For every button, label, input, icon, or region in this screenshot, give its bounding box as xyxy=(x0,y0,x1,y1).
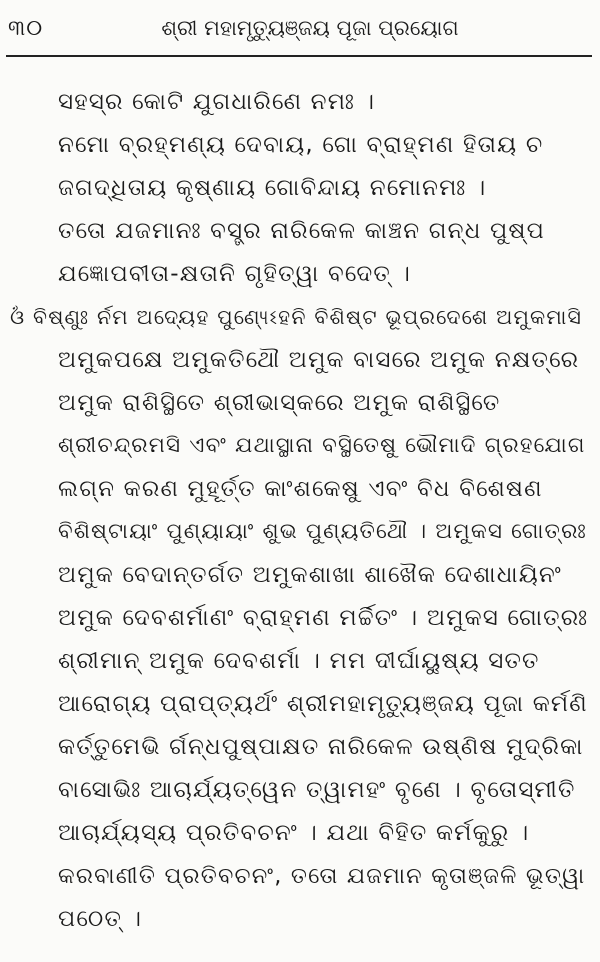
text-line: ଶ୍ରୀମାନ୍ ଅମୁକ ଦେବଶର୍ମା । ମମ ଦୀର୍ଘାୟୁଷ୍ୟ ସତତ xyxy=(58,648,540,674)
text-line: ଅମୁକ ବେଦାନ୍ତର୍ଗତ ଅମୁକଶାଖା ଶାଖୈକ ଦେଶାଧାୟିନଂ xyxy=(58,562,562,588)
running-title: ଶ୍ରୀ ମହାମୃତ୍ୟୁଞ୍ଜୟ ପୂଜା ପ୍ରୟୋଗ xyxy=(161,16,459,40)
text-line: ତତୋ ଯଜମାନଃ ବସ୍ତ୍ର ନାରିକେଳ କାଞ୍ଚନ ଗନ୍ଧ ପୁଷ୍ପ xyxy=(58,218,545,244)
text-line: କରବାଣୀତି ପ୍ରତିବଚନଂ, ତତୋ ଯଜମାନ କୃତାଞ୍ଜଳି ଭୂତ୍ୱା xyxy=(58,863,586,889)
text-line: କର୍ତ୍ତୁମେଭି ର୍ଗନ୍ଧପୁଷ୍ପାକ୍ଷତ ନାରିକେଳ ଉଷ୍ଣିଷ ମୁଦ୍ରିକା xyxy=(58,734,584,760)
text-line: ଆରୋଗ୍ୟ ପ୍ରାପ୍ତ୍ୟର୍ଥଂ ଶ୍ରୀମହାମୃତ୍ୟୁଞ୍ଜୟ ପୂଜା କର୍ମଣି xyxy=(58,691,588,717)
text-line: ବାସୋଭିଃ ଆଚାର୍ଯ୍ୟତ୍ୱେନ ତ୍ୱାମହଂ ବୃଣେ । ବୃତୋସ୍ମୀତି xyxy=(58,777,576,803)
text-line: ଆଚାର୍ଯ୍ୟସ୍ୟ ପ୍ରତିବଚନଂ । ଯଥା ବିହିତ କର୍ମକୁରୁ । xyxy=(58,820,530,846)
text-line: ଶ୍ରୀଚନ୍ଦ୍ରମସି ଏବଂ ଯଥାସ୍ଥାନା ବସ୍ଥିତେଷୁ ଭୌମାଦି ଗ୍ରହଯୋଗ xyxy=(58,433,586,458)
text-line: ବିଶିଷ୍ଟାୟାଂ ପୁଣ୍ୟାୟାଂ ଶୁଭ ପୁଣ୍ୟତିଥୌ । ଅମୁକସ ଗୋତ୍ରଃ xyxy=(58,519,587,544)
text-line: ନମୋ ବ୍ରହ୍ମଣ୍ୟ ଦେବାୟ, ଗୋ ବ୍ରାହ୍ମଣ ହିତାୟ ଚ xyxy=(58,132,544,158)
header-rule xyxy=(6,55,592,57)
text-line: ଓଁ ବିଷ୍ଣୁଃ ର୍ନମ ଅଦ୍ୟେହ ପୁଣ୍ୟେ୍ଽହନି ବିଶିଷ୍ଟ ଭୂପ୍ରଦେଶେ ଅମୁକମାସି xyxy=(10,305,583,329)
text-line: ଅମୁକପକ୍ଷେ ଅମୁକତିଥୌ ଅମୁକ ବାସରେ ଅମୁକ ନକ୍ଷତ୍ରେ xyxy=(58,347,580,373)
page-number: ୩୦ xyxy=(8,16,44,41)
text-line: ଜଗଦ୍ଧିତାୟ କୃଷ୍ଣାୟ ଗୋବିନ୍ଦାୟ ନମୋନମଃ । xyxy=(58,175,487,201)
text-line: ଅମୁକ ଦେବଶର୍ମାଣଂ ବ୍ରାହ୍ମଣ ମର୍ଚ୍ଚିତଂ । ଅମୁକସ ଗୋତ୍ରଃ xyxy=(58,605,589,631)
text-line: ଯଜ୍ଞୋପବୀତା-କ୍ଷତାନି ଗୃହିତ୍ୱା ବଦେତ୍ । xyxy=(58,261,412,287)
text-line: ପଠେତ୍ । xyxy=(58,906,143,932)
page-header xyxy=(0,0,600,56)
text-line: ସହସ୍ର କୋଟି ଯୁଗଧାରିଣେ ନମଃ । xyxy=(58,89,376,115)
text-line: ଲଗ୍ନ କରଣ ମୁହୂର୍ତ୍ତ କାଂଶକେଷୁ ଏବଂ ବିଧ ବିଶେଷଣ xyxy=(58,476,543,502)
text-line: ଅମୁକ ରାଶିସ୍ଥିତେ ଶ୍ରୀଭାସ୍କରେ ଅମୁକ ରାଶିସ୍ଥିତେ xyxy=(58,390,501,416)
